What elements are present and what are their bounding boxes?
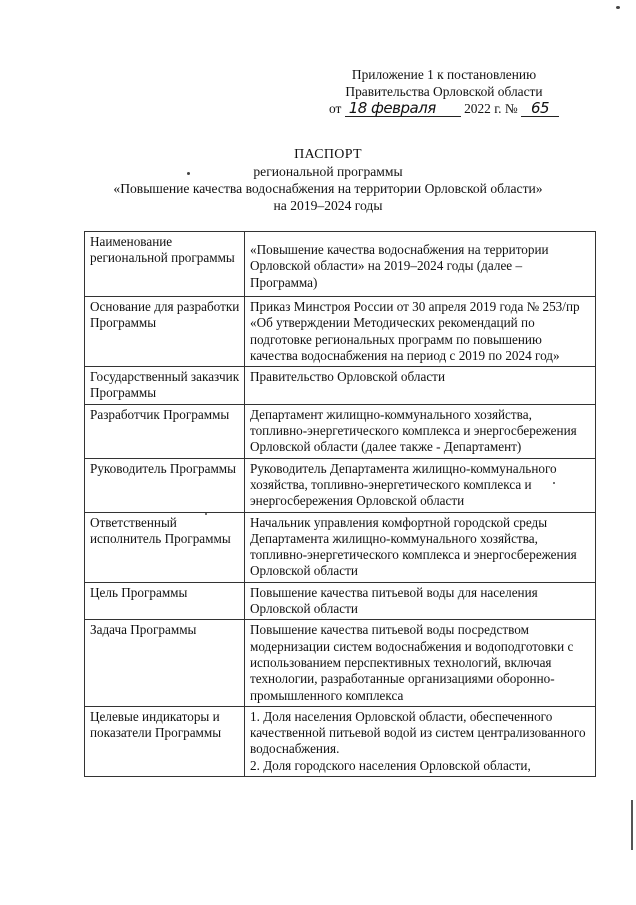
handwritten-number: 65 [521,101,559,117]
row-label: Основание для разработки Программы [85,297,245,367]
appendix-date-line [314,100,574,117]
table-row [85,620,596,706]
table-row [85,706,596,776]
table-row [85,582,596,620]
row-value: Начальник управления комфортной городской среды Департамента жилищно-коммунального хозяйства, топливно-энергетического комплекса и энергосбережения Орловской области [245,512,596,582]
row-label: Разработчик Программы [85,404,245,458]
row-value: Приказ Минстроя России от 30 апреля 2019 года № 253/пр «Об утверждении Методических рекомендаций по подготовке региональных программ по повышению качества водоснабжения на период с 2019 по 2024 год» [245,297,596,367]
scan-speck [187,172,190,175]
row-value: Повышение качества питьевой воды для населения Орловской области [245,582,596,620]
passport-title-block [60,146,596,214]
table-row [85,232,596,297]
table-row [85,367,596,405]
title-line-4: на 2019–2024 годы [273,198,383,213]
row-label: Ответственный исполнитель Программы [85,512,245,582]
passport-table [84,231,596,777]
document-title: ПАСПОРТ [294,147,362,162]
scan-edge-mark [631,800,633,850]
row-label: Руководитель Программы [85,458,245,512]
row-value: Правительство Орловской области [245,367,596,405]
year-and-number-label: 2022 г. № [464,101,518,116]
row-label: Целевые индикаторы и показатели Программы [85,706,245,776]
title-line-3: «Повышение качества водоснабжения на территории Орловской области» [113,181,543,196]
table-row [85,458,596,512]
row-label: Цель Программы [85,582,245,620]
scan-speck [205,513,207,515]
row-value: «Повышение качества водоснабжения на территории Орловской области» на 2019–2024 годы (далее – Программа) [245,232,596,297]
table-row [85,512,596,582]
appendix-header [314,66,574,117]
title-line-2: региональной программы [253,164,403,179]
date-prefix: от [328,101,342,116]
appendix-line-2: Правительства Орловской области [345,84,543,99]
row-label: Государственный заказчик Программы [85,367,245,405]
scan-speck [616,6,620,9]
row-label: Наименование региональной программы [85,232,245,297]
appendix-line-1: Приложение 1 к постановлению [351,67,537,82]
scan-speck [553,482,555,484]
row-value [245,706,596,776]
row-label: Задача Программы [85,620,245,706]
handwritten-date: 18 февраля [345,101,461,117]
row-value: Руководитель Департамента жилищно-коммунального хозяйства, топливно-энергетического комплекса и энергосбережения Орловской области [245,458,596,512]
table-row [85,404,596,458]
row-value: Повышение качества питьевой воды посредством модернизации систем водоснабжения и водоподготовки с использованием перспективных технологий, включая технологии, разработанные организациями оборонно-промышленного комплекса [245,620,596,706]
row-value: Департамент жилищно-коммунального хозяйства, топливно-энергетического комплекса и энергосбережения Орловской области (далее также - Департамент) [245,404,596,458]
indicator-item-2: 2. Доля городского населения Орловской области, [250,757,531,773]
table-row [85,297,596,367]
indicator-item-1: 1. Доля населения Орловской области, обеспеченного качественной питьевой водой из систем централизованного водоснабжения. [250,708,586,757]
